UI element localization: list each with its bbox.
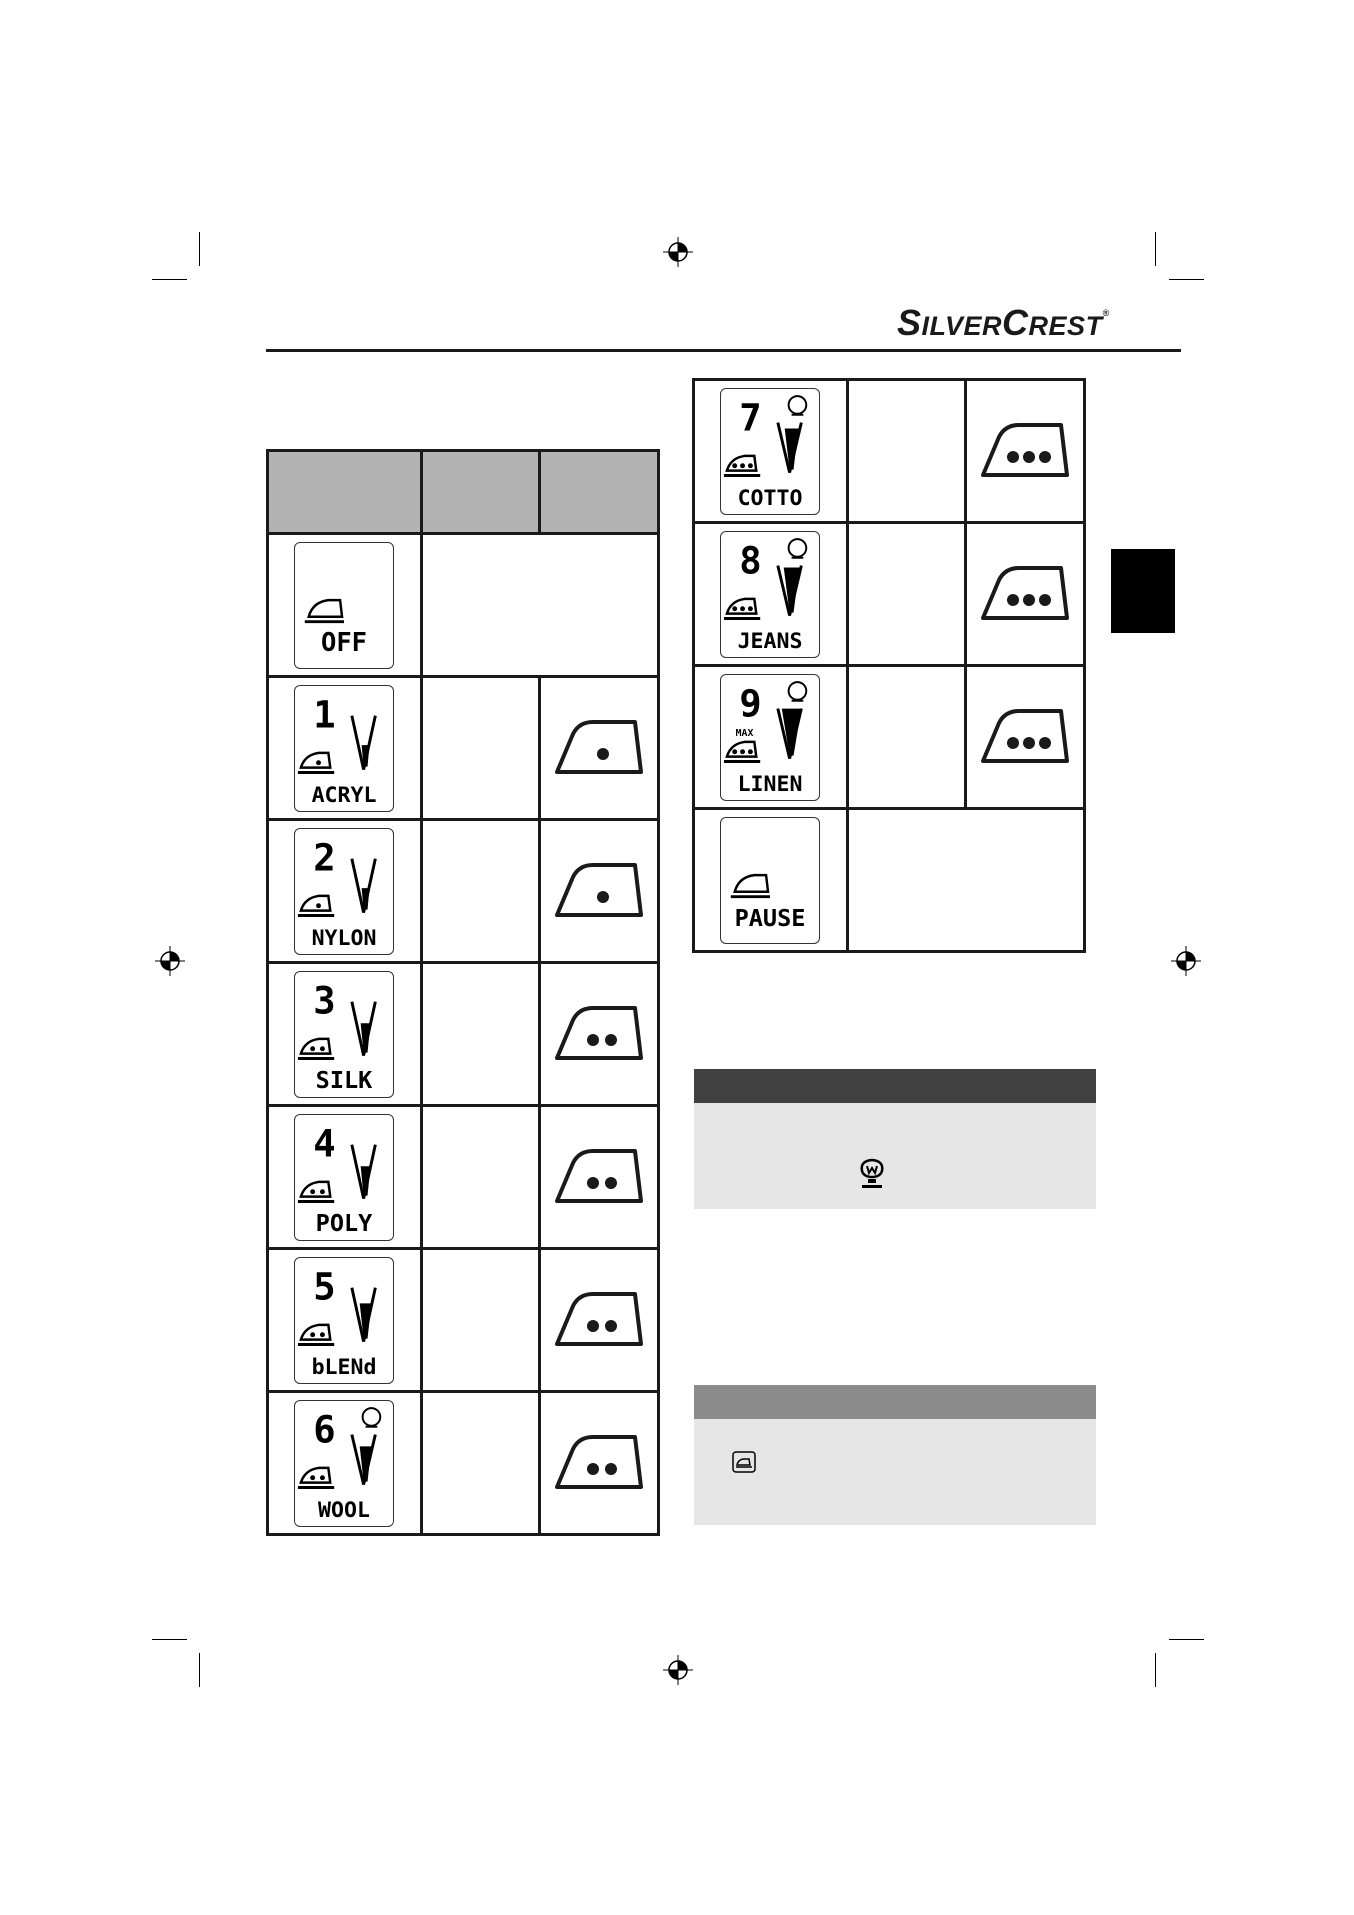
symbol-cell: [540, 963, 659, 1106]
lcd-label: LINEN: [737, 771, 803, 797]
temperature-cell: [421, 963, 540, 1106]
symbol-cell: [966, 380, 1085, 523]
lcd-label: COTTO: [737, 485, 803, 511]
lcd-display: [294, 1400, 394, 1527]
ironing-settings-table-right: [692, 378, 1086, 953]
lcd-cell: [268, 820, 422, 963]
lcd-cell: [694, 666, 848, 809]
registration-mark-icon: [663, 237, 693, 267]
lcd-setting-2: [295, 829, 393, 954]
iron-pause-small-icon: [732, 1451, 756, 1473]
lcd-label: ACRYL: [311, 782, 377, 808]
crop-mark: [152, 1639, 187, 1640]
table-row: [694, 380, 1085, 523]
table-row: [268, 820, 659, 963]
lcd-display: [294, 1114, 394, 1241]
steam-icon: [789, 539, 807, 558]
temperature-cell: [421, 1106, 540, 1249]
lcd-display: [720, 817, 820, 944]
lcd-setting-3: [295, 972, 393, 1097]
note-body: [694, 1419, 1096, 1525]
lcd-cell: [694, 523, 848, 666]
temperature-cell: [847, 380, 966, 523]
lcd-label: NYLON: [311, 925, 377, 951]
brand-logo: SILVERCREST®: [897, 302, 1110, 343]
iron-one-dot-icon: [553, 857, 645, 921]
crop-mark: [1155, 1653, 1156, 1687]
iron-off-display: [295, 543, 393, 668]
ironing-settings-table-left: [266, 449, 660, 1536]
temperature-cell: [421, 1249, 540, 1392]
table-row: [268, 534, 659, 677]
lcd-digit: 8: [739, 537, 763, 582]
lcd-digit: 6: [313, 1406, 337, 1451]
lcd-cell: [268, 1249, 422, 1392]
lcd-digit: 7: [739, 394, 763, 439]
lcd-setting-4: [295, 1115, 393, 1240]
note-body: [694, 1103, 1096, 1209]
lcd-max-label: MAX: [736, 727, 754, 739]
iron-pause-display: [721, 818, 819, 943]
lcd-digit: 1: [313, 691, 337, 736]
lcd-display: [720, 531, 820, 658]
lcd-label: WOOL: [318, 1497, 371, 1523]
lcd-digit: 9: [739, 680, 763, 725]
crop-mark: [199, 232, 200, 266]
lcd-cell: [268, 677, 422, 820]
symbol-cell: [540, 1106, 659, 1249]
crop-mark: [199, 1653, 200, 1687]
symbol-cell: [540, 677, 659, 820]
steam-icon: [789, 682, 807, 701]
lcd-label: SILK: [316, 1065, 373, 1094]
crop-mark: [152, 279, 187, 280]
table-row: [268, 1392, 659, 1535]
note-header-dark: [694, 1069, 1096, 1103]
symbol-cell: [966, 666, 1085, 809]
lcd-setting-9: [721, 675, 819, 800]
lcd-display: [294, 828, 394, 955]
iron-two-dots-icon: [553, 1286, 645, 1350]
table-header-row: [268, 451, 659, 534]
symbol-cell: [966, 523, 1085, 666]
lcd-display: [294, 685, 394, 812]
iron-two-dots-icon: [553, 1429, 645, 1493]
lcd-label: POLY: [316, 1208, 373, 1237]
lcd-display: [720, 388, 820, 515]
lcd-digit: 2: [313, 834, 337, 879]
symbol-cell: [540, 1249, 659, 1392]
table-row: [268, 963, 659, 1106]
lcd-setting-7: [721, 389, 819, 514]
table-row: [268, 1106, 659, 1249]
iron-two-dots-icon: [553, 1143, 645, 1207]
description-cell: [421, 534, 658, 677]
crop-mark: [1169, 279, 1204, 280]
registration-mark-icon: [663, 1655, 693, 1685]
lcd-cell: [694, 380, 848, 523]
header-cell: [268, 451, 422, 534]
registration-mark-icon: [155, 946, 185, 976]
temperature-cell: [421, 677, 540, 820]
header-cell: [421, 451, 540, 534]
iron-three-dots-icon: [979, 417, 1071, 481]
table-row: [268, 677, 659, 820]
section-tab: [1111, 549, 1175, 633]
lcd-setting-5: [295, 1258, 393, 1383]
lcd-label: OFF: [321, 627, 368, 658]
table-row: [694, 809, 1085, 952]
lcd-cell: [268, 1106, 422, 1249]
crop-mark: [1155, 232, 1156, 266]
crop-mark: [1169, 1639, 1204, 1640]
temperature-cell: [847, 523, 966, 666]
iron-three-dots-icon: [979, 703, 1071, 767]
lcd-cell: [268, 534, 422, 677]
lcd-digit: 4: [313, 1120, 337, 1165]
steam-icon: [789, 396, 807, 415]
steam-icon: [363, 1408, 381, 1427]
header-cell: [540, 451, 659, 534]
lcd-display: [294, 971, 394, 1098]
lcd-cell: [268, 1392, 422, 1535]
lcd-display: [720, 674, 820, 801]
symbol-cell: [540, 1392, 659, 1535]
symbol-cell: [540, 820, 659, 963]
lcd-display: [294, 1257, 394, 1384]
note-header-light: [694, 1385, 1096, 1419]
steam-burst-icon: [858, 1157, 886, 1191]
description-cell: [847, 809, 1084, 952]
lcd-display: [294, 542, 394, 669]
lcd-label: JEANS: [737, 628, 803, 654]
table-row: [268, 1249, 659, 1392]
lcd-setting-6: [295, 1401, 393, 1526]
lcd-label: PAUSE: [734, 903, 806, 932]
lcd-digit: 5: [313, 1263, 337, 1308]
registration-mark-icon: [1171, 946, 1201, 976]
temperature-cell: [421, 820, 540, 963]
lcd-label: bLENd: [311, 1354, 377, 1380]
header-rule: [266, 349, 1181, 352]
temperature-cell: [847, 666, 966, 809]
lcd-cell: [268, 963, 422, 1106]
lcd-setting-1: [295, 686, 393, 811]
lcd-cell: [694, 809, 848, 952]
iron-three-dots-icon: [979, 560, 1071, 624]
table-row: [694, 666, 1085, 809]
temperature-cell: [421, 1392, 540, 1535]
iron-two-dots-icon: [553, 1000, 645, 1064]
lcd-digit: 3: [313, 977, 337, 1022]
table-row: [694, 523, 1085, 666]
lcd-setting-8: [721, 532, 819, 657]
iron-one-dot-icon: [553, 714, 645, 778]
